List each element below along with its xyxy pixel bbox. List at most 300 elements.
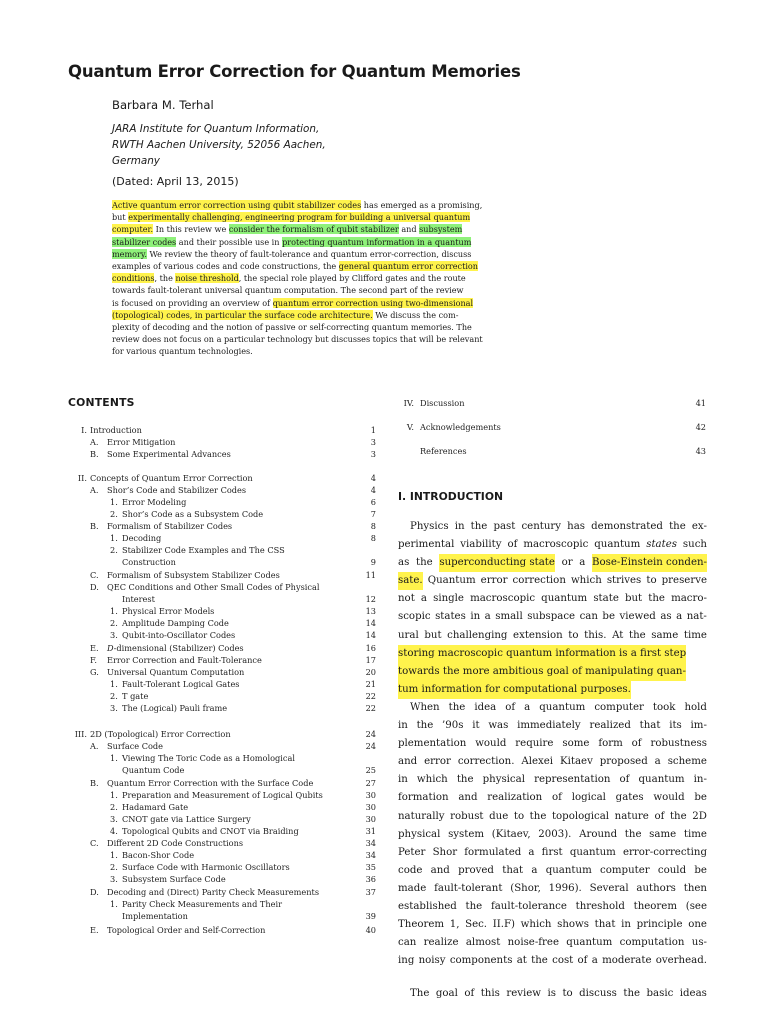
body-word: computer <box>594 701 644 713</box>
toc-entry-label[interactable]: QEC Conditions and Other Small Codes of Physical <box>107 582 320 592</box>
body-word: of <box>654 810 665 822</box>
toc-number: 3. <box>110 703 118 713</box>
body-word: was <box>488 720 509 732</box>
body-word: shows <box>557 919 589 931</box>
body-word: this <box>480 988 500 1000</box>
toc-page-number: 39 <box>365 911 376 921</box>
abstract-text: We review the theory of fault-tolerance and quantum error-correction, discuss <box>146 248 472 259</box>
body-word: proved <box>458 864 494 876</box>
body-word: state <box>593 593 619 605</box>
toc-entry-label[interactable]: Viewing The Toric Code as a Homological <box>122 753 295 763</box>
toc-number: 1. <box>110 497 118 507</box>
toc-number: C. <box>90 570 99 580</box>
abstract-text: is focused on providing an overview of <box>112 297 273 308</box>
body-word: and <box>398 756 418 768</box>
body-word: scopic <box>398 611 431 623</box>
body-word: error <box>480 575 508 587</box>
body-line <box>398 934 707 952</box>
body-line <box>398 717 707 735</box>
body-word: as <box>660 611 672 623</box>
toc-page-number: 8 <box>370 521 376 531</box>
toc-page-number: 21 <box>365 679 376 689</box>
body-word: strives <box>606 575 642 587</box>
body-word: that <box>502 864 524 876</box>
body-word: Alexei <box>521 756 554 768</box>
body-word: physical <box>482 774 525 786</box>
highlighted-text: superconducting state <box>439 554 555 572</box>
body-word: to <box>568 629 579 641</box>
body-line <box>398 826 707 844</box>
abstract-text: We discuss the com- <box>372 309 459 320</box>
toc-page-number: 34 <box>365 850 376 860</box>
toc-page-number: 40 <box>365 925 376 935</box>
highlighted-text: towards the more ambitious goal of manipulating quan- <box>398 663 686 681</box>
toc-entry-label[interactable]: Implementation <box>122 911 188 921</box>
body-word: time <box>683 828 707 840</box>
toc-entry-label[interactable]: Bacon-Shor Code <box>122 850 195 860</box>
toc-entry-label[interactable]: Error Mitigation <box>107 437 176 447</box>
body-word: Theorem <box>398 919 445 931</box>
body-word: quantum <box>638 774 685 786</box>
body-word: past <box>493 521 516 532</box>
toc-page-number: 25 <box>365 765 376 775</box>
toc-number: B. <box>90 778 99 788</box>
body-word: states <box>646 539 677 551</box>
body-word: then <box>683 882 707 894</box>
toc-number: D. <box>90 582 99 592</box>
body-word: ’90s <box>442 720 464 732</box>
body-word: idea <box>474 701 497 713</box>
body-word: the <box>669 521 686 532</box>
body-word: the <box>648 593 665 605</box>
body-line <box>398 627 707 645</box>
toc-entry-label[interactable]: Preparation and Measurement of Logical Qubits <box>122 790 323 800</box>
highlighted-text: computer. <box>112 224 154 235</box>
toc-entry-label[interactable]: Quantum Code <box>122 765 185 775</box>
body-line <box>398 554 707 572</box>
body-word: Shor <box>432 846 458 858</box>
toc-number: B. <box>90 449 99 459</box>
body-word: challenging <box>447 629 508 641</box>
body-word: 2D <box>692 810 707 822</box>
highlighted-text: protecting quantum information in a quantum <box>282 236 472 247</box>
body-word: such <box>682 539 707 551</box>
highlighted-text: sate. <box>398 572 423 590</box>
toc-entry-label[interactable]: Error Correction and Fault-Tolerance <box>107 655 262 665</box>
toc-entry-label[interactable]: Physical Error Models <box>122 606 215 616</box>
toc-page-number: 30 <box>365 790 376 800</box>
toc-page-number: 14 <box>365 618 376 628</box>
toc-number: 2. <box>110 618 118 628</box>
toc-entry-label[interactable]: Parity Check Measurements and Their <box>122 899 283 909</box>
body-word: made <box>398 882 427 894</box>
toc-entry-label[interactable]: Formalism of Stabilizer Codes <box>107 521 233 531</box>
toc-page-number: 1 <box>370 425 376 435</box>
toc-page-number: 4 <box>370 485 376 495</box>
toc-page-number: 35 <box>365 862 376 872</box>
toc-number: 1. <box>110 679 118 689</box>
body-word: a <box>654 756 661 768</box>
toc-number: III. <box>74 729 87 739</box>
body-word: moderate <box>602 955 652 967</box>
toc-number: D. <box>90 887 99 897</box>
body-line <box>398 808 707 826</box>
highlighted-text: noise threshold <box>175 273 239 284</box>
toc-number: 2. <box>110 862 118 872</box>
toc-number: V. <box>406 422 414 432</box>
toc-number: A. <box>90 741 99 751</box>
body-word: macroscopic <box>523 539 589 551</box>
body-word: components <box>449 955 513 967</box>
affiliation-line: Germany <box>112 155 160 167</box>
body-word: naturally <box>398 810 445 822</box>
body-word: physical <box>398 828 441 840</box>
body-word: quantum <box>569 846 616 858</box>
toc-page-number: 3 <box>370 437 376 447</box>
body-word: a <box>528 846 535 858</box>
body-word: macro- <box>671 593 707 605</box>
toc-page-number: 22 <box>365 703 376 713</box>
body-word: the <box>623 988 641 1000</box>
body-word: be <box>694 792 707 804</box>
body-word: not <box>398 593 415 605</box>
body-line <box>398 699 707 717</box>
abstract-text: examples of various codes and code constructions, the <box>112 260 339 271</box>
toc-entry-label[interactable]: Discussion <box>420 398 465 408</box>
toc-entry-label[interactable]: 2D (Topological) Error Correction <box>90 729 231 739</box>
toc-label: -dimensional (Stabilizer) Codes <box>113 643 244 653</box>
body-word: but <box>424 629 442 641</box>
body-word: computation <box>619 937 685 949</box>
toc-page-number: 36 <box>365 874 376 884</box>
highlighted-text: general quantum error correction <box>338 260 479 271</box>
body-word: the <box>669 810 687 822</box>
toc-page-number: 17 <box>365 655 376 665</box>
body-word: fault-tolerant <box>434 882 503 894</box>
toc-number: A. <box>90 485 99 495</box>
body-word: cost <box>552 955 574 967</box>
body-line <box>398 789 707 807</box>
toc-page-number: 37 <box>365 887 376 897</box>
highlighted-text: quantum error correction using two-dimensional <box>272 297 474 308</box>
body-word: of <box>631 738 642 750</box>
body-word: robust <box>450 810 484 822</box>
body-word: The <box>410 988 430 1000</box>
toc-entry-label[interactable]: Decoding <box>122 533 162 543</box>
toc-number: IV. <box>403 398 414 408</box>
body-word: of <box>464 988 475 1000</box>
toc-entry-label[interactable]: Subsystem Surface Code <box>122 874 226 884</box>
toc-entry-label[interactable]: Surface Code <box>107 741 164 751</box>
body-word: plementation <box>398 738 467 750</box>
body-word: a <box>579 557 586 569</box>
body-word: in <box>470 611 481 623</box>
highlighted-text: experimentally challenging, engineering program for building a universal quantum <box>128 212 471 223</box>
toc-entry-label[interactable]: Different 2D Code Constructions <box>107 838 244 848</box>
body-word: us- <box>691 937 707 949</box>
body-word: century <box>521 521 562 532</box>
body-word: topological <box>551 810 610 822</box>
toc-entry-label[interactable]: Introduction <box>90 425 142 435</box>
toc-entry-label[interactable]: The (Logical) Pauli frame <box>122 703 228 713</box>
body-word: macroscopic <box>470 593 536 605</box>
body-word: ural <box>398 629 419 641</box>
toc-entry-label[interactable]: Universal Quantum Computation <box>107 667 245 677</box>
body-word: which <box>520 919 552 931</box>
toc-entry-label[interactable]: Shor’s Code as a Subsystem Code <box>122 509 264 519</box>
body-word: representation <box>534 774 611 786</box>
toc-number: 1. <box>110 899 118 909</box>
body-word: quantum <box>566 937 613 949</box>
body-word: same <box>649 828 677 840</box>
body-word: require <box>515 738 554 750</box>
body-word: Quantum <box>427 575 476 587</box>
body-word: basic <box>646 988 674 1000</box>
abstract-text: plexity of decoding and the notion of passive or self-correcting quantum memories. The <box>112 321 472 332</box>
highlighted-text: memory. <box>112 248 147 259</box>
body-word: error-correcting <box>623 846 707 858</box>
dated-line: (Dated: April 13, 2015) <box>112 175 239 188</box>
body-word: of <box>619 774 630 786</box>
toc-entry-label[interactable]: Construction <box>122 557 176 567</box>
toc-entry-label[interactable]: Topological Qubits and CNOT via Braiding <box>122 826 299 836</box>
toc-entry-label[interactable]: Decoding and (Direct) Parity Check Measurements <box>107 887 320 897</box>
abstract-text: but <box>112 212 129 223</box>
abstract-text: review does not focus on a particular technology but discusses topics that will be relevant <box>112 334 483 345</box>
body-word: (see <box>685 900 707 912</box>
body-word: correction. <box>457 756 515 768</box>
body-word: a <box>420 593 427 605</box>
toc-number: 3. <box>110 814 118 824</box>
highlighted-text: subsystem <box>419 224 463 235</box>
body-word: Around <box>579 828 618 840</box>
body-word: the <box>529 810 547 822</box>
toc-entry-label[interactable]: Formalism of Subsystem Stabilizer Codes <box>107 570 280 580</box>
toc-page-number: 4 <box>370 473 376 483</box>
body-word: logical <box>571 792 606 804</box>
body-word: that <box>594 919 616 931</box>
toc-number: I. <box>81 425 87 435</box>
body-word: its <box>669 720 682 732</box>
body-word: quantum <box>541 593 588 605</box>
toc-page-number: 34 <box>365 838 376 848</box>
body-word: the <box>470 521 488 532</box>
body-word: ideas <box>679 988 707 1000</box>
body-word: quantum <box>594 539 641 551</box>
toc-entry-label[interactable]: Hadamard Gate <box>122 802 189 812</box>
toc-page-number: 8 <box>370 533 376 543</box>
toc-number: 1. <box>110 533 118 543</box>
toc-number: 2. <box>110 509 118 519</box>
toc-entry-label[interactable]: Concepts of Quantum Error Correction <box>90 473 253 483</box>
affiliation-line: RWTH Aachen University, 52056 Aachen, <box>112 139 326 151</box>
body-word: single <box>433 593 464 605</box>
body-line <box>398 862 707 880</box>
toc-page-number: 6 <box>370 497 376 507</box>
body-word: viewed <box>619 611 656 623</box>
body-word: which <box>416 774 448 786</box>
body-word: but <box>624 593 643 605</box>
abstract-text: and their possible use in <box>176 236 283 247</box>
toc-page-number: 3 <box>370 449 376 459</box>
body-line <box>398 844 707 862</box>
toc-page-number: 7 <box>370 509 376 519</box>
highlighted-text: (topological) codes, in particular the surface code architecture. <box>112 309 373 320</box>
body-word: to <box>646 575 657 587</box>
body-word: of <box>577 955 588 967</box>
toc-number: C. <box>90 838 99 848</box>
toc-entry-label[interactable]: T gate <box>122 691 149 701</box>
toc-page-number: 22 <box>365 691 376 701</box>
body-word: one <box>688 919 707 931</box>
body-word: Sec. <box>465 919 488 931</box>
toc-page-number: 31 <box>365 826 376 836</box>
body-line <box>398 880 707 898</box>
abstract-text: , the special role played by Clifford gates and the route <box>238 273 466 284</box>
abstract-text: for various quantum technologies. <box>112 346 253 357</box>
abstract-text: , the <box>154 273 176 284</box>
body-word: correction <box>512 575 566 587</box>
body-line <box>398 916 707 934</box>
body-word: that <box>639 720 661 732</box>
toc-entry-label[interactable]: Shor’s Code and Stabilizer Codes <box>107 485 247 495</box>
toc-entry-label[interactable]: Acknowledgements <box>420 422 501 432</box>
body-word: would <box>475 738 507 750</box>
highlighted-text: storing macroscopic quantum information is a first step <box>398 645 686 663</box>
abstract-text: has emerged as a promising, <box>361 200 483 210</box>
body-word: ex- <box>691 521 707 532</box>
body-word: has <box>567 521 586 532</box>
body-word: threshold <box>575 900 625 912</box>
toc-page-number: 11 <box>365 570 376 580</box>
toc-page-number: 41 <box>695 398 706 408</box>
body-line <box>398 590 707 608</box>
body-word: a <box>484 611 491 623</box>
body-word: Several <box>589 882 629 894</box>
body-word: of <box>552 792 562 804</box>
body-word: discuss <box>579 988 617 1000</box>
body-word: the <box>628 629 646 641</box>
toc-entry-label[interactable]: Qubit-into-Oscillator Codes <box>122 630 236 640</box>
toc-entry-label[interactable]: Interest <box>122 594 155 604</box>
toc-entry-label[interactable]: Amplitude Damping Code <box>122 618 229 628</box>
toc-number: A. <box>90 437 99 447</box>
toc-page-number: 16 <box>365 643 376 653</box>
toc-page-number: 27 <box>365 778 376 788</box>
toc-entry-label[interactable]: CNOT gate via Lattice Surgery <box>122 814 251 824</box>
body-word: in <box>621 919 631 931</box>
body-word: 2003). <box>538 828 572 840</box>
paper-title: Quantum Error Correction for Quantum Memories <box>68 62 521 81</box>
body-word: 1996). <box>548 882 582 894</box>
toc-entry-label[interactable]: Stabilizer Code Examples and The CSS <box>122 545 285 555</box>
toc-number: E. <box>90 643 99 653</box>
toc-entry-label[interactable]: Error Modeling <box>122 497 187 507</box>
toc-number: B. <box>90 521 99 531</box>
body-word: the <box>531 955 548 967</box>
body-word: is <box>547 988 556 1000</box>
body-word: Peter <box>398 846 426 858</box>
body-word: a <box>524 701 531 713</box>
body-word: can <box>398 937 417 949</box>
toc-page-number: 24 <box>365 741 376 751</box>
body-word: can <box>579 611 598 623</box>
body-word: overhead. <box>655 955 707 967</box>
body-word: im- <box>690 720 707 732</box>
body-word: viability <box>460 539 502 551</box>
body-word: took <box>652 701 676 713</box>
toc-number: 4. <box>110 826 118 836</box>
body-word: states <box>435 611 466 623</box>
body-word: preserve <box>661 575 707 587</box>
body-word: the <box>624 828 642 840</box>
toc-entry-label[interactable]: References <box>420 446 467 456</box>
toc-entry-label[interactable] <box>107 643 244 654</box>
body-line <box>398 985 707 1003</box>
body-word: goal <box>435 988 458 1000</box>
body-word: scheme <box>667 756 707 768</box>
body-word: same <box>651 629 679 641</box>
body-line <box>398 952 707 970</box>
body-word: nat- <box>686 611 707 623</box>
body-word: fault-tolerance <box>490 900 567 912</box>
body-word: II.F) <box>492 919 516 931</box>
toc-entry-label[interactable]: Topological Order and Self-Correction <box>107 925 266 935</box>
toc-entry-label[interactable]: Quantum Error Correction with the Surface Code <box>107 778 314 788</box>
body-word: almost <box>465 937 501 949</box>
body-word: robustness <box>650 738 707 750</box>
body-word: realization <box>487 792 543 804</box>
body-line <box>398 572 707 590</box>
toc-number: E. <box>90 925 99 935</box>
body-word: formation <box>398 792 449 804</box>
toc-page-number: 43 <box>695 446 706 456</box>
body-word: ing <box>398 955 415 967</box>
body-word: a <box>531 864 538 876</box>
body-word: subspace <box>527 611 576 623</box>
toc-entry-label[interactable]: Some Experimental Advances <box>107 449 231 459</box>
toc-number: 3. <box>110 874 118 884</box>
body-line <box>398 663 707 681</box>
body-word: some <box>562 738 590 750</box>
toc-entry-label[interactable]: Surface Code with Harmonic Oscillators <box>122 862 290 872</box>
body-word: first <box>541 846 563 858</box>
body-word: could <box>657 864 687 876</box>
body-word: authors <box>636 882 676 894</box>
body-word: the <box>465 900 483 912</box>
contents-heading: CONTENTS <box>68 396 135 409</box>
abstract-text: In this review we <box>153 224 229 235</box>
toc-entry-label[interactable]: Fault-Tolerant Logical Gates <box>122 679 240 689</box>
body-line <box>398 608 707 626</box>
body-word: principle <box>636 919 683 931</box>
body-word: be <box>694 864 707 876</box>
body-word: (Kitaev, <box>491 828 531 840</box>
introduction-heading: I. INTRODUCTION <box>398 490 504 503</box>
body-word: this. <box>584 629 607 641</box>
body-word: hold <box>684 701 707 713</box>
toc-label: D <box>107 643 114 653</box>
body-word: immediately <box>517 720 581 732</box>
body-word: a <box>676 611 683 623</box>
body-line <box>398 753 707 771</box>
body-word: computer <box>600 864 650 876</box>
body-word: realize <box>423 937 459 949</box>
body-word: nature <box>614 810 649 822</box>
toc-page-number: 20 <box>365 667 376 677</box>
body-word: which <box>570 575 602 587</box>
highlighted-text: Bose-Einstein conden- <box>592 554 707 572</box>
